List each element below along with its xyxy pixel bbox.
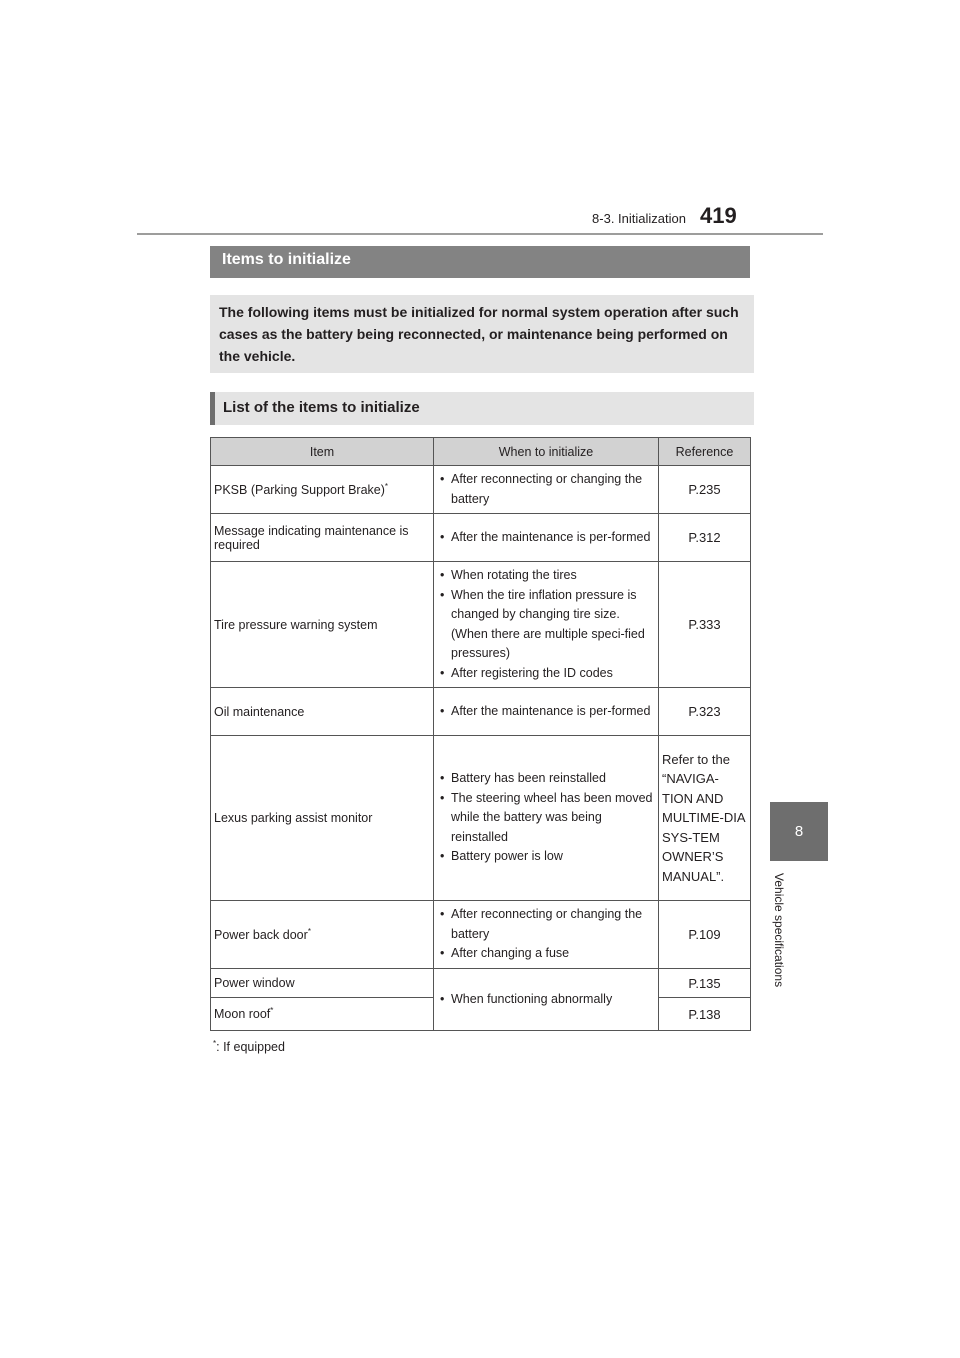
reference-cell[interactable]: P.333 — [659, 562, 751, 688]
header-when: When to initialize — [434, 438, 659, 466]
when-cell — [434, 901, 659, 969]
when-cell — [434, 466, 659, 514]
subheading-accent — [210, 392, 215, 425]
item-cell: Moon roof* — [211, 998, 434, 1031]
reference-cell[interactable]: P.135 — [659, 969, 751, 998]
item-cell: Power window — [211, 969, 434, 998]
footnote-text: : If equipped — [216, 1040, 285, 1055]
when-cell — [434, 736, 659, 901]
when-bullet: • After changing a fuse — [437, 944, 655, 964]
page-number: 419 — [700, 203, 737, 228]
header-item: Item — [211, 438, 434, 466]
reference-cell[interactable]: P.109 — [659, 901, 751, 969]
reference-cell[interactable]: P.323 — [659, 688, 751, 736]
chapter-tab[interactable]: 8 — [770, 802, 828, 861]
reference-cell[interactable]: P.312 — [659, 514, 751, 562]
subheading: List of the items to initialize — [223, 399, 420, 416]
when-bullet: • After reconnecting or changing the battery — [437, 470, 655, 509]
when-bullet: • After registering the ID codes — [437, 664, 655, 684]
chapter-title: Vehicle specifications — [772, 873, 786, 988]
table-row — [211, 901, 751, 969]
item-cell: Lexus parking assist monitor — [211, 736, 434, 901]
when-bullet: • When rotating the tires — [437, 566, 655, 586]
table-row — [211, 562, 751, 688]
item-cell: Message indicating maintenance is required — [211, 514, 434, 562]
title-bar — [210, 246, 750, 278]
item-cell: Oil maintenance — [211, 688, 434, 736]
when-cell — [434, 969, 659, 1031]
when-bullet: • Battery power is low — [437, 847, 655, 867]
table-row — [211, 514, 751, 562]
footnote-mark: * — [307, 926, 311, 936]
when-bullet: • After reconnecting or changing the battery — [437, 905, 655, 944]
reference-cell[interactable]: Refer to the “NAVIGA-TION AND MULTIME-DIA SYS-TEM OWNER’S MANUAL”. — [659, 736, 751, 901]
reference-cell[interactable]: P.235 — [659, 466, 751, 514]
item-cell: Tire pressure warning system — [211, 562, 434, 688]
when-cell — [434, 688, 659, 736]
intro-box — [210, 295, 754, 373]
when-cell — [434, 562, 659, 688]
when-bullet: • When functioning abnormally — [437, 990, 655, 1010]
items-table — [210, 437, 751, 1031]
when-bullet: • After the maintenance is per-formed — [437, 528, 655, 548]
page-title: Items to initialize — [222, 251, 351, 268]
chapter-tab-label — [760, 873, 798, 1013]
footnote-mark: * — [270, 1006, 274, 1016]
header-rule — [137, 233, 823, 235]
header-reference: Reference — [659, 438, 751, 466]
reference-cell[interactable]: P.138 — [659, 998, 751, 1031]
table-header-row — [211, 438, 751, 466]
footnote-mark: * — [213, 1039, 217, 1048]
section-title: 8-3. Initialization — [592, 211, 686, 226]
footnote-mark: * — [384, 481, 389, 491]
item-cell: Power back door* — [211, 901, 434, 969]
table-row — [211, 466, 751, 514]
when-bullet: • When the tire inflation pressure is changed by changing tire size. (When there are multiple speci-fied pressures) — [437, 586, 655, 664]
item-cell: PKSB (Parking Support Brake)* — [211, 466, 434, 514]
footnote — [213, 1039, 285, 1054]
intro-text: The following items must be initialized for normal system operation after such cases as the battery being reconnected, or maintenance being performed on the vehicle. — [219, 304, 739, 364]
when-bullet: • The steering wheel has been moved while the battery was being reinstalled — [437, 789, 655, 848]
when-bullet: • After the maintenance is per-formed — [437, 702, 655, 722]
when-bullet: • Battery has been reinstalled — [437, 769, 655, 789]
table-row — [211, 688, 751, 736]
subheading-bar — [210, 392, 754, 425]
table-row — [211, 969, 751, 998]
table-row — [211, 736, 751, 901]
when-cell — [434, 514, 659, 562]
